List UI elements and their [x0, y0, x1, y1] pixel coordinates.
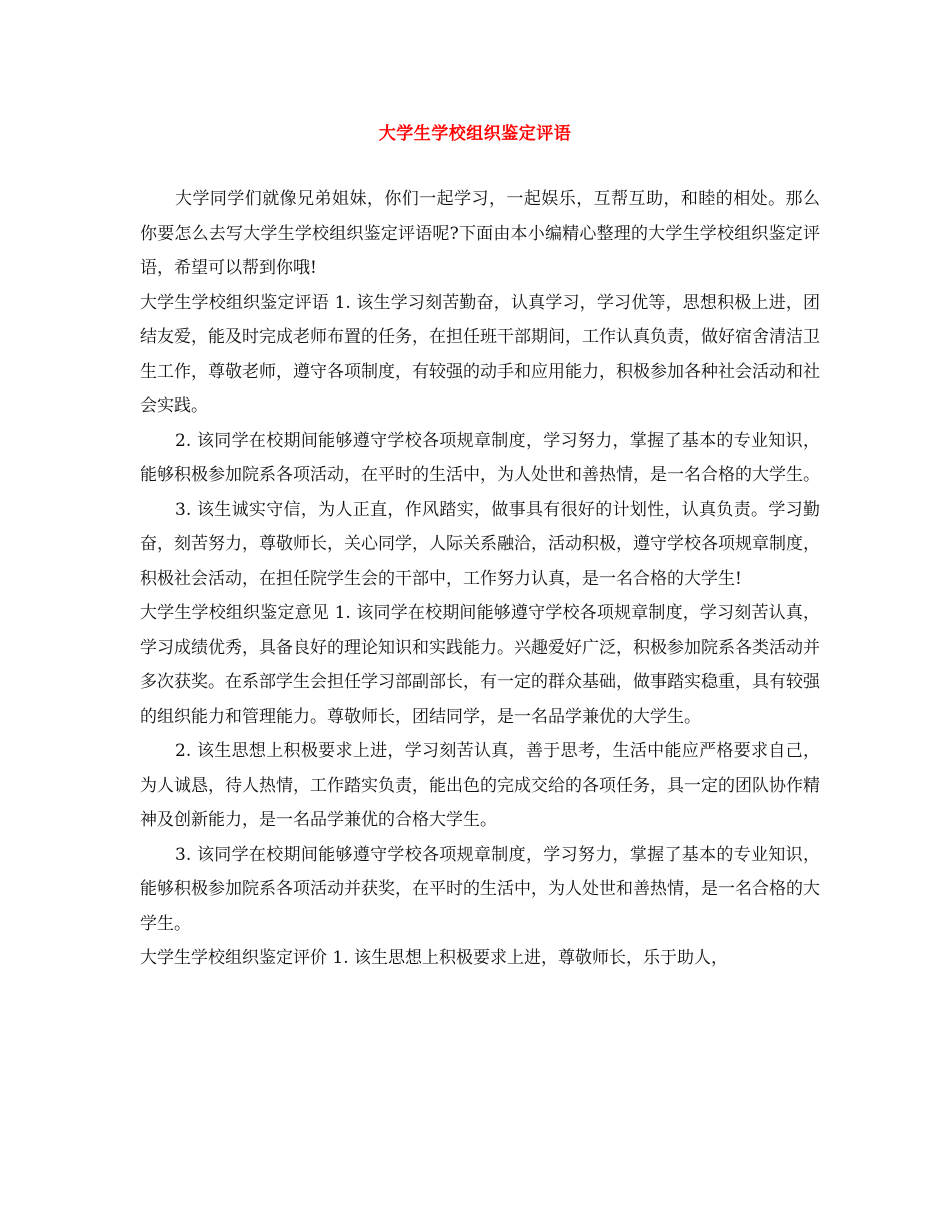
section-heading: 大学生学校组织鉴定意见	[140, 603, 329, 623]
section-paragraph	[140, 286, 820, 424]
section-paragraph	[140, 596, 820, 734]
section-item-paragraph: 2. 该生思想上积极要求上进，学习刻苦认真，善于思考，生活中能应严格要求自己，为人诚恳，待人热情，工作踏实负责，能出色的完成交给的各项任务，具一定的团队协作精神及创新能力，是一名品学兼优的合格大学生。	[140, 741, 820, 830]
intro-paragraph: 大学同学们就像兄弟姐妹，你们一起学习，一起娱乐，互帮互助，和睦的相处。那么你要怎么去写大学生学校组织鉴定评语呢?下面由本小编精心整理的大学生学校组织鉴定评语，希望可以帮到你哦!	[140, 189, 820, 278]
section-item-paragraph: 2. 该同学在校期间能够遵守学校各项规章制度，学习努力，掌握了基本的专业知识，能够积极参加院系各项活动，在平时的生活中，为人处世和善热情，是一名合格的大学生。	[140, 430, 820, 485]
section-paragraph	[140, 941, 820, 976]
section-heading: 大学生学校组织鉴定评语	[140, 292, 329, 313]
section-item-paragraph: 3. 该生诚实守信，为人正直，作风踏实，做事具有很好的计划性，认真负责。学习勤奋，刻苦努力，尊敬师长，关心同学，人际关系融洽，活动积极，遵守学校各项规章制度，积极社会活动，在担任院学生会的干部中，工作努力认真，是一名合格的大学生!	[140, 499, 820, 589]
document-title: 大学生学校组织鉴定评语	[378, 124, 572, 144]
section-heading: 大学生学校组织鉴定评价	[140, 948, 327, 968]
section-item: 1. 该生学习刻苦勤奋，认真学习，学习优等，思想积极上进，团结友爱，能及时完成老师布置的任务，在担任班干部期间，工作认真负责，做好宿舍清洁卫生工作，尊敬老师，遵守各项制度，有较强的动手和应用能力，积极参加各种社会活动和社会实践。	[140, 292, 821, 416]
section-item-paragraph: 3. 该同学在校期间能够遵守学校各项规章制度，学习努力，掌握了基本的专业知识，能够积极参加院系各项活动并获奖，在平时的生活中，为人处世和善热情，是一名合格的大学生。	[140, 844, 820, 934]
section-item: 1. 该生思想上积极要求上进，尊敬师长，乐于助人，	[332, 948, 729, 968]
section-item: 1. 该同学在校期间能够遵守学校各项规章制度，学习刻苦认真，学习成绩优秀，具备良好的理论知识和实践能力。兴趣爱好广泛，积极参加院系各类活动并多次获奖。在系部学生会担任学习部副部长，有一定的群众基础，做事踏实稳重，具有较强的组织能力和管理能力。尊敬师长，团结同学，是一名品学兼优的大学生。	[140, 603, 821, 727]
document-body	[140, 182, 820, 976]
